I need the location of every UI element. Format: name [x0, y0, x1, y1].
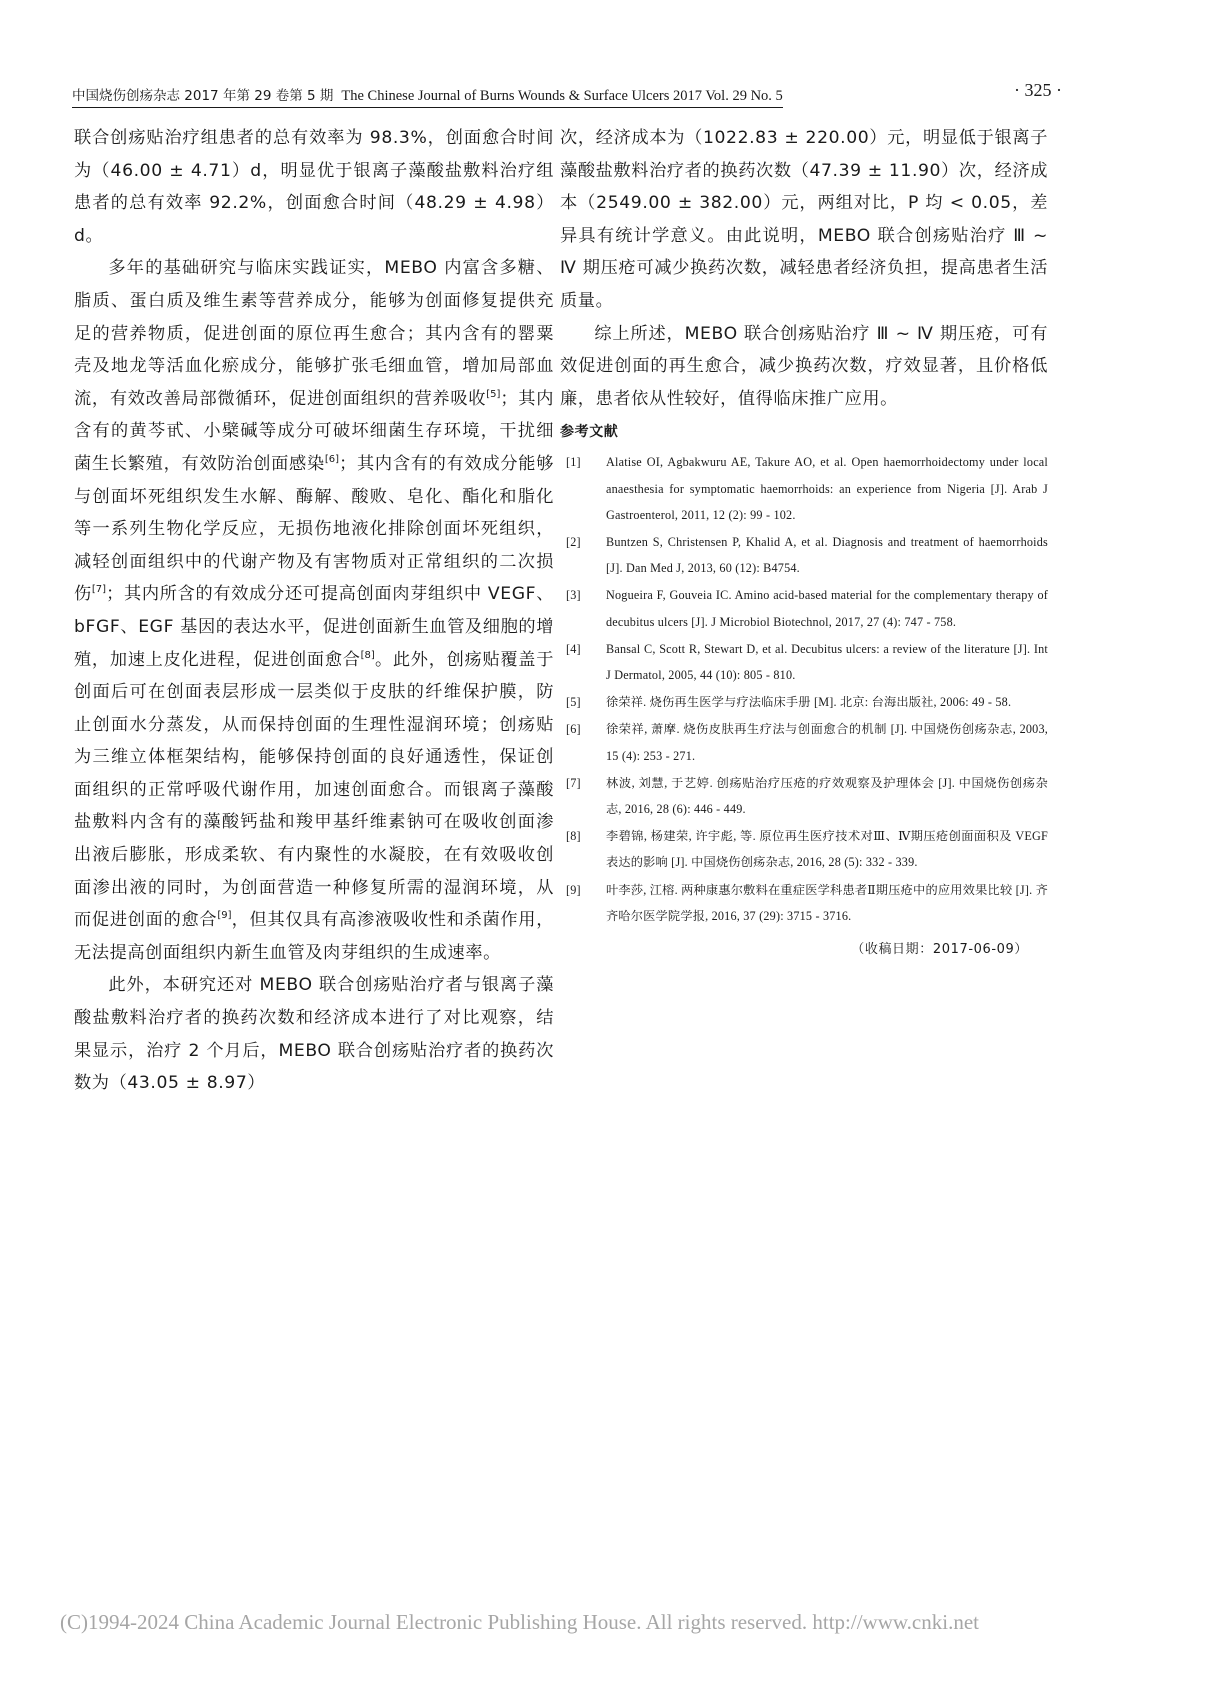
paragraph — [74, 252, 554, 969]
citation-link[interactable]: [9] — [217, 910, 232, 922]
reference-number: [8] — [566, 829, 581, 844]
paragraph-text: 多年的基础研究与临床实践证实，MEBO 内富含多糖、脂质、蛋白质及维生素等营养成分，能够为创面修复提供充足的营养物质，促进创面的原位再生愈合；其内含有的罂粟壳及地龙等活血化瘀成分，能够扩张毛细血管，增加局部血流，有效改善局部微循环，促进创面组织的营养吸收 — [74, 258, 554, 409]
reference-number: [5] — [566, 695, 581, 710]
reference-text: Bansal C, Scott R, Stewart D, et al. Decubitus ulcers: a review of the literature [J]. Int J Dermatol, 2005, 44 (10): 805 - 810. — [606, 641, 1048, 682]
paragraph-text: 。此外，创疡贴覆盖于创面后可在创面表层形成一层类似于皮肤的纤维保护膜，防止创面水分蒸发，从而保持创面的生理性湿润环境；创疡贴为三维立体框架结构，能够保持创面的良好通透性，保证创面组织的正常呼吸代谢作用，加速创面愈合。而银离子藻酸盐敷料内含有的藻酸钙盐和羧甲基纤维素钠可在吸收创面渗出液后膨胀，形成柔软、有内聚性的水凝胶，在有效吸收创面渗出液的同时，为创面营造一种修复所需的湿润环境，从而促进创面的愈合 — [74, 649, 554, 931]
reference-text: 林波, 刘慧, 于艺婷. 创疡贴治疗压疮的疗效观察及护理体会 [J]. 中国烧伤创疡杂志, 2016, 28 (6): 446 - 449. — [606, 775, 1048, 816]
reference-number: [7] — [566, 775, 581, 790]
reference-item — [560, 716, 1048, 768]
paragraph: 次，经济成本为（1022.83 ± 220.00）元，明显低于银离子藻酸盐敷料治疗者的换药次数（47.39 ± 11.90）次，经济成本（2549.00 ± 382.00）元，两组对比，P 均 < 0.05，差异具有统计学意义。由此说明，MEBO 联合创疡贴治疗 Ⅲ ~ Ⅳ 期压疮可减少换药次数，减轻患者经济负担，提高患者生活质量。 — [560, 128, 1048, 311]
reference-item — [560, 582, 1048, 634]
reference-text: 李碧锦, 杨建荣, 许宇彪, 等. 原位再生医疗技术对Ⅲ、Ⅳ期压疮创面面积及 VEGF 表达的影响 [J]. 中国烧伤创疡杂志, 2016, 28 (5): 332 - 339. — [606, 829, 1048, 870]
reference-item — [560, 689, 1048, 715]
citation-link[interactable]: [5] — [486, 388, 501, 400]
citation-link[interactable]: [7] — [91, 584, 107, 596]
journal-title-en: The Chinese Journal of Burns Wounds & Surface Ulcers 2017 Vol. 29 No. 5 — [341, 88, 783, 104]
reference-item — [560, 636, 1048, 688]
reference-text: Alatise OI, Agbakwuru AE, Takure AO, et al. Open haemorrhoidectomy under local anaesthesia for symptomatic haemorrhoids: an experience from Nigeria [J]. Arab J Gastroenterol, 2011, 12 (2): 99 - 102. — [606, 455, 1048, 522]
reference-number: [2] — [566, 534, 581, 549]
paragraph-text: ；其内含有的有效成分能够与创面坏死组织发生水解、酶解、酸败、皂化、酯化和脂化等一系列生物化学反应，无损伤地液化排除创面坏死组织，减轻创面组织中的代谢产物及有害物质对正常组织的二次损伤 — [74, 453, 555, 605]
references-heading: 参考文献 — [560, 424, 619, 441]
reference-item — [560, 877, 1048, 929]
paragraph: 联合创疡贴治疗组患者的总有效率为 98.3%，创面愈合时间为（46.00 ± 4.71）d，明显优于银离子藻酸盐敷料治疗组患者的总有效率 92.2%，创面愈合时间（48.29 ± 4.98）d。 — [74, 128, 554, 246]
reference-number: [3] — [566, 588, 581, 603]
citation-link[interactable]: [6] — [324, 453, 340, 465]
reference-text: 叶李莎, 江榕. 两种康惠尔敷料在重症医学科患者Ⅱ期压疮中的应用效果比较 [J]. 齐齐哈尔医学院学报, 2016, 37 (29): 3715 - 3716. — [606, 882, 1048, 923]
reference-number: [4] — [566, 641, 581, 656]
citation-link[interactable]: [8] — [360, 649, 375, 661]
reference-list — [560, 449, 1048, 929]
paragraph: 此外，本研究还对 MEBO 联合创疡贴治疗者与银离子藻酸盐敷料治疗者的换药次数和经济成本进行了对比观察，结果显示，治疗 2 个月后，MEBO 联合创疡贴治疗者的换药次数为（43.05 ± 8.97） — [74, 975, 554, 1094]
reference-text: Buntzen S, Christensen P, Khalid A, et al. Diagnosis and treatment of haemorrhoids [J]. Dan Med J, 2013, 60 (12): B4754. — [606, 534, 1048, 576]
reference-number: [9] — [566, 882, 581, 897]
right-column — [560, 122, 1048, 963]
conclusion-paragraph: 综上所述，MEBO 联合创疡贴治疗 Ⅲ ~ Ⅳ 期压疮，可有效促进创面的再生愈合，减少换药次数，疗效显著，且价格低廉，患者依从性较好，值得临床推广应用。 — [560, 323, 1048, 409]
page-number: · 325 · — [1014, 80, 1062, 100]
journal-title-cn: 中国烧伤创疡杂志 2017 年第 29 卷第 5 期 — [72, 88, 334, 104]
paragraph-text: ，但其仅具有高渗液吸收性和杀菌作用，无法提高创面组织内新生血管及肉芽组织的生成速率。 — [74, 910, 554, 963]
paragraph-text: ；其内含有的黄芩甙、小檗碱等成分可破坏细菌生存环境，干扰细菌生长繁殖，有效防治创面感染 — [74, 388, 554, 474]
reference-text: 徐荣祥. 烧伤再生医学与疗法临床手册 [M]. 北京: 台海出版社, 2006: 49 - 58. — [606, 695, 1012, 710]
reference-text: 徐荣祥, 萧摩. 烧伤皮肤再生疗法与创面愈合的机制 [J]. 中国烧伤创疡杂志, 2003, 15 (4): 253 - 271. — [606, 722, 1048, 763]
journal-citation — [72, 84, 783, 108]
reference-text: Nogueira F, Gouveia IC. Amino acid-based material for the complementary therapy of decubitus ulcers [J]. J Microbiol Biotechnol, 2017, 27 (4): 747 - 758. — [606, 588, 1048, 629]
reference-item — [560, 449, 1048, 528]
reference-item — [560, 529, 1048, 581]
reference-item — [560, 823, 1048, 875]
reference-number: [1] — [566, 455, 581, 470]
copyright-footer: (C)1994-2024 China Academic Journal Electronic Publishing House. All rights reserved. http://www.cnki.net — [60, 1610, 979, 1634]
running-header — [72, 80, 1082, 110]
reference-number: [6] — [566, 722, 581, 737]
reference-item — [560, 770, 1048, 822]
left-column — [74, 122, 554, 1100]
received-date: （收稿日期：2017-06-09） — [851, 942, 1028, 957]
paragraph-text: ；其内所含的有效成分还可提高创面肉芽组织中 VEGF、bFGF、EGF 基因的表达水平，促进创面新生血管及细胞的增殖，加速上皮化进程，促进创面愈合 — [74, 584, 554, 670]
